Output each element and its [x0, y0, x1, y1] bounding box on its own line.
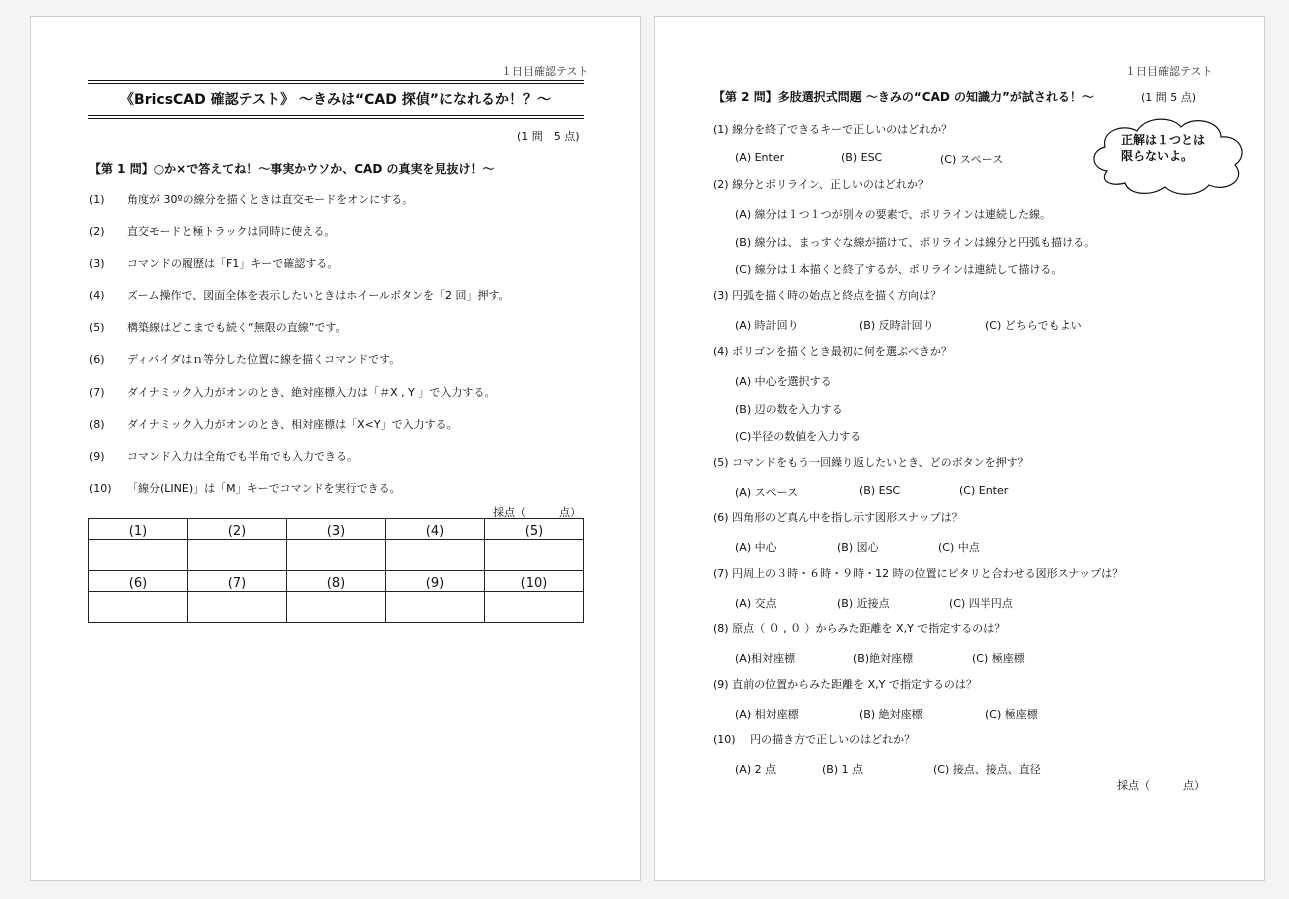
- answer-table: [88, 518, 584, 623]
- points-note: (1 問 5 点): [1141, 91, 1197, 104]
- question-text: 「線分(LINE)」は「M」キーでコマンドを実行できる。: [127, 482, 401, 495]
- option-c: (C)半径の数値を入力する: [735, 430, 862, 443]
- option-a: (A)相対座標: [735, 652, 796, 665]
- question-2: (2) 線分とポリライン、正しいのはどれか？: [713, 178, 929, 191]
- answer-cell[interactable]: [485, 592, 584, 623]
- option-b: (B) 絶対座標: [859, 708, 923, 721]
- answer-cell[interactable]: [287, 540, 386, 571]
- option-c: (C) 極座標: [972, 652, 1025, 665]
- question-7: [89, 386, 609, 400]
- question-5: [89, 321, 609, 335]
- option-a: (A) 線分は１つ１つが別々の要素で、ポリラインは連続した線。: [735, 208, 1052, 221]
- option-b: (B) 反時計回り: [859, 319, 934, 332]
- section-title: 【第 2 問】多肢選択式問題 ～きみの“CAD の知識力”が試される！～: [713, 90, 1094, 104]
- question-6: [89, 353, 609, 367]
- question-number: (7): [89, 386, 105, 399]
- question-6: (6) 四角形のど真ん中を指し示す図形スナップは？: [713, 511, 963, 524]
- title-rule-bottom: [88, 115, 584, 116]
- answer-number-cell: (4): [386, 519, 485, 540]
- question-text: コマンド入力は全角でも半角でも入力できる。: [127, 450, 358, 463]
- option-a: (A) スペース: [735, 486, 799, 499]
- question-text: ディバイダはｎ等分した位置に線を描くコマンドです。: [127, 353, 401, 366]
- answer-cell[interactable]: [386, 592, 485, 623]
- option-c: (C) 極座標: [985, 708, 1038, 721]
- answer-number-cell: (6): [89, 571, 188, 592]
- question-number: (5): [89, 321, 105, 334]
- callout-line: 限らないよ。: [1121, 149, 1194, 163]
- option-c: (C) Enter: [959, 484, 1009, 497]
- answer-number-cell: (1): [89, 519, 188, 540]
- answer-table-row: [89, 540, 584, 571]
- question-number: (8): [89, 418, 105, 431]
- answer-number-cell: (9): [386, 571, 485, 592]
- question-1: [89, 193, 609, 207]
- question-9: [89, 450, 609, 464]
- title-rule-bottom-2: [88, 118, 584, 119]
- option-c: (C) 中点: [938, 541, 980, 554]
- option-b: (B) ESC: [841, 151, 883, 164]
- question-text: 構築線はどこまでも続く“無限の直線”です。: [127, 321, 347, 334]
- option-b: (B) 図心: [837, 541, 879, 554]
- right-page: [654, 16, 1265, 881]
- question-number: (3): [89, 257, 105, 270]
- option-a: (A) 中心: [735, 541, 777, 554]
- question-number: (6): [89, 353, 105, 366]
- question-5: (5) コマンドをもう一回繰り返したいとき、どのボタンを押す？: [713, 456, 1029, 469]
- question-number: (1): [89, 193, 105, 206]
- answer-number-cell: (10): [485, 571, 584, 592]
- question-number: (9): [89, 450, 105, 463]
- option-c: (C) どちらでもよい: [985, 319, 1082, 332]
- question-2: [89, 225, 609, 239]
- section-title: 【第 1 問】○か×で答えてね！～事実かウソか、CAD の真実を見抜け！～: [89, 162, 495, 176]
- answer-cell[interactable]: [89, 540, 188, 571]
- option-a: (A) 中心を選択する: [735, 375, 832, 388]
- question-1: (1) 線分を終了できるキーで正しいのはどれか？: [713, 123, 953, 136]
- question-10: (10) 円の描き方で正しいのはどれか？: [713, 733, 916, 746]
- answer-cell[interactable]: [386, 540, 485, 571]
- option-c: (C) 接点、接点、直径: [933, 763, 1041, 776]
- cloud-callout-text: [1121, 132, 1205, 164]
- option-a: (A) 交点: [735, 597, 777, 610]
- question-text: 角度が 30ºの線分を描くときは直交モードをオンにする。: [127, 193, 414, 206]
- option-b: (B) 1 点: [822, 763, 864, 776]
- answer-cell[interactable]: [485, 540, 584, 571]
- answer-number-cell: (7): [188, 571, 287, 592]
- answer-number-cell: (5): [485, 519, 584, 540]
- callout-line: 正解は１つとは: [1121, 133, 1206, 147]
- answer-cell[interactable]: [89, 592, 188, 623]
- question-3: (3) 円弧を描く時の始点と終点を描く方向は？: [713, 289, 942, 302]
- question-9: (9) 直前の位置からみた距離を X,Y で指定するのは？: [713, 678, 977, 691]
- answer-number-cell: (2): [188, 519, 287, 540]
- question-text: ダイナミック入力がオンのとき、相対座標は「X<Y」で入力する。: [127, 418, 458, 431]
- option-b: (B) ESC: [859, 484, 901, 497]
- left-page: [30, 16, 641, 881]
- answer-number-cell: (3): [287, 519, 386, 540]
- question-7: (7) 円周上の３時・６時・９時・12 時の位置にピタリと合わせる図形スナップは？: [713, 567, 1124, 580]
- header-note: １日目確認テスト: [501, 65, 589, 78]
- option-b: (B)絶対座標: [853, 652, 914, 665]
- option-a: (A) 時計回り: [735, 319, 799, 332]
- option-c: (C) 四半円点: [949, 597, 1013, 610]
- answer-number-cell: (8): [287, 571, 386, 592]
- answer-table-row: [89, 592, 584, 623]
- answer-cell[interactable]: [188, 592, 287, 623]
- option-c: (C) 線分は１本描くと終了するが、ポリラインは連続して描ける。: [735, 263, 1063, 276]
- question-4: [89, 289, 609, 303]
- option-b: (B) 線分は、まっすぐな線が描けて、ポリラインは線分と円弧も描ける。: [735, 236, 1096, 249]
- option-b: (B) 近接点: [837, 597, 890, 610]
- question-3: [89, 257, 609, 271]
- answer-table-row: [89, 571, 584, 592]
- question-text: ダイナミック入力がオンのとき、絶対座標入力は「＃X , Y 」で入力する。: [127, 386, 496, 399]
- question-8: (8) 原点（ ０ , ０ ）からみた距離を X,Y で指定するのは？: [713, 622, 1006, 635]
- option-a: (A) 相対座標: [735, 708, 799, 721]
- question-text: コマンドの履歴は「F1」キーで確認する。: [127, 257, 339, 270]
- answer-cell[interactable]: [188, 540, 287, 571]
- page-title: 《BricsCAD 確認テスト》 ～きみは“CAD 探偵”になれるか！？～: [120, 92, 551, 108]
- answer-cell[interactable]: [287, 592, 386, 623]
- score-label: 採点（ 点）: [1117, 779, 1205, 792]
- question-number: (2): [89, 225, 105, 238]
- question-number: (10): [89, 482, 112, 495]
- question-8: [89, 418, 609, 432]
- option-a: (A) 2 点: [735, 763, 777, 776]
- title-rule-top: [88, 80, 584, 81]
- option-c: (C) スペース: [940, 153, 1004, 166]
- answer-table-row: [89, 519, 584, 540]
- option-b: (B) 辺の数を入力する: [735, 403, 843, 416]
- score-label: 採点（ 点）: [493, 506, 581, 519]
- question-text: ズーム操作で、図面全体を表示したいときはホイールボタンを「2 回」押す。: [127, 289, 510, 302]
- question-number: (4): [89, 289, 105, 302]
- question-4: (4) ポリゴンを描くとき最初に何を選ぶべきか？: [713, 345, 952, 358]
- question-text: 直交モードと極トラックは同時に使える。: [127, 225, 336, 238]
- points-note: (1 問 5 点): [517, 130, 580, 143]
- header-note: １日目確認テスト: [1125, 65, 1213, 78]
- title-rule-top-2: [88, 83, 584, 84]
- option-a: (A) Enter: [735, 151, 785, 164]
- question-10: [89, 482, 609, 496]
